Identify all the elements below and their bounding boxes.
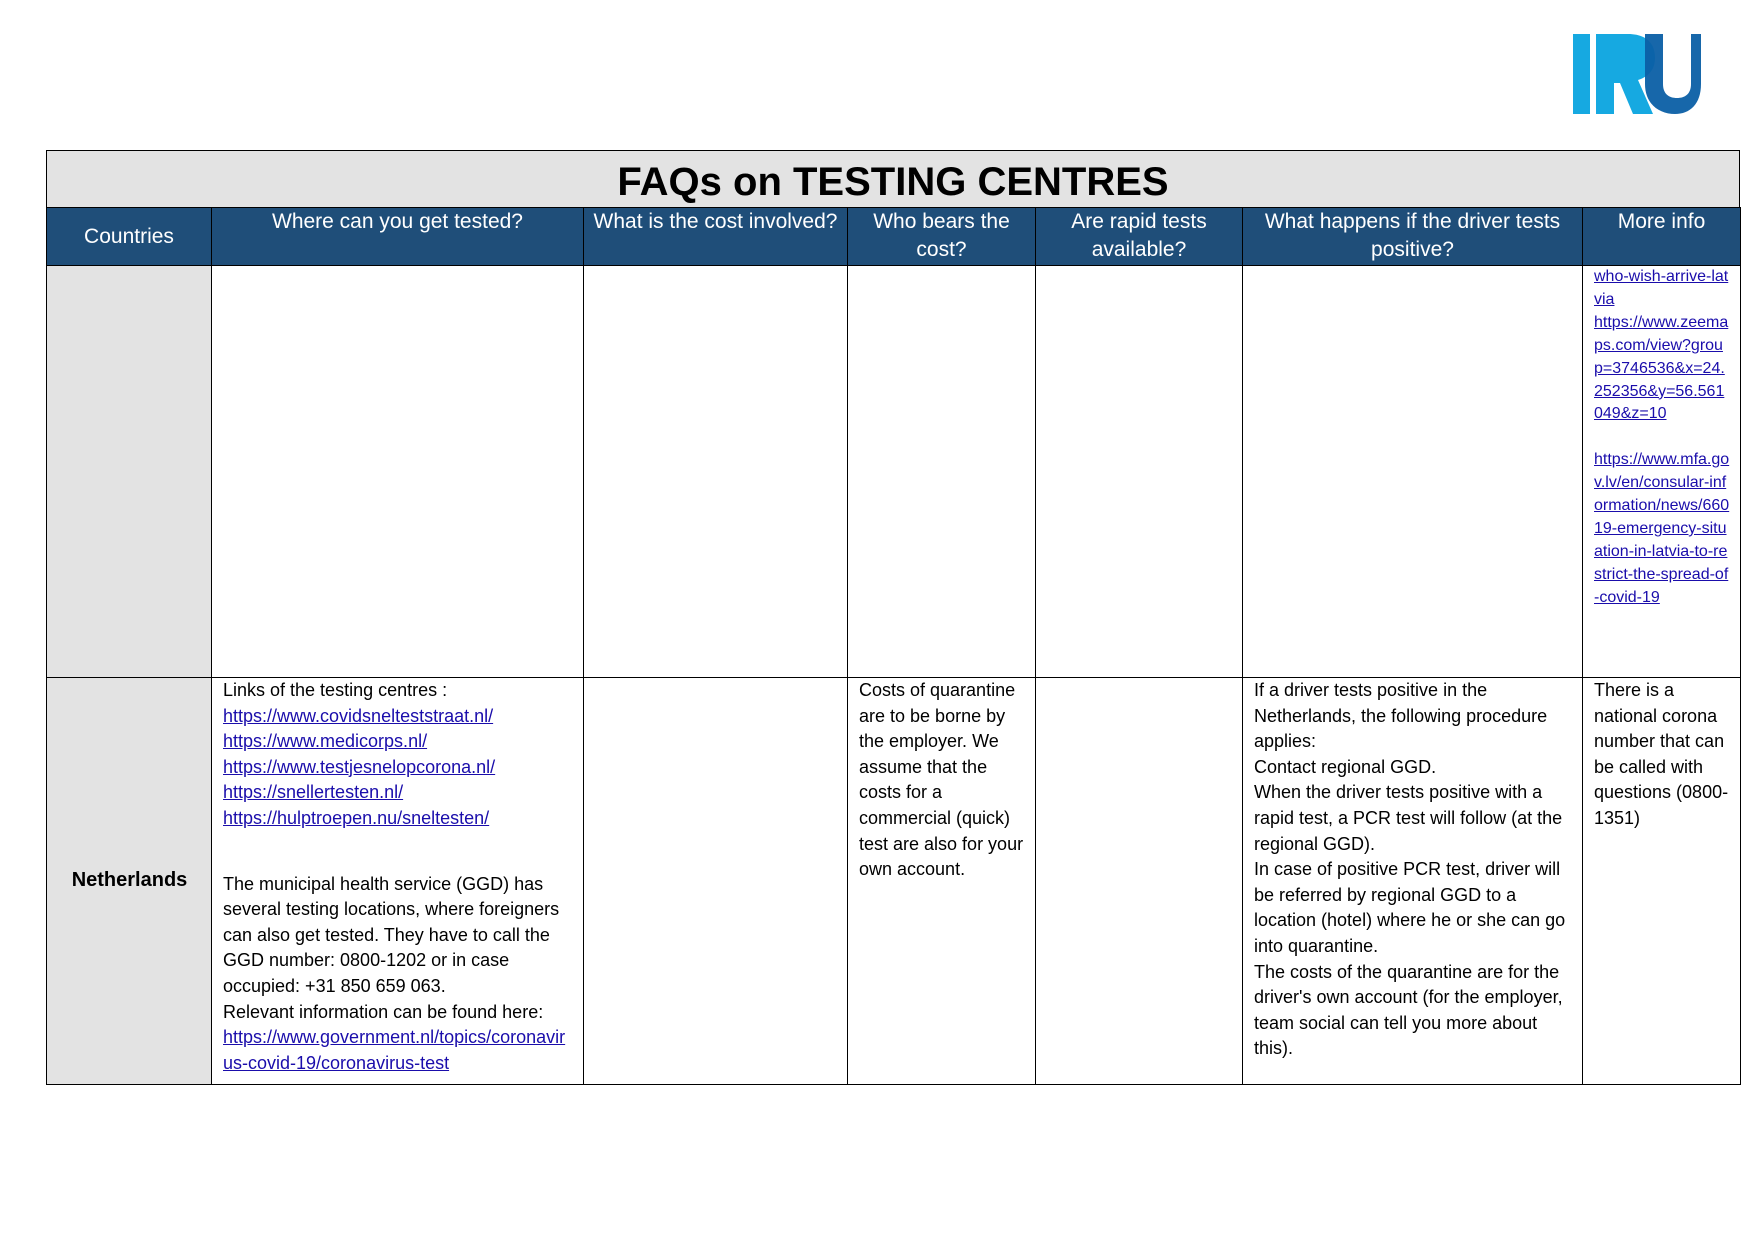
header-row <box>47 208 1741 266</box>
positive-line: Contact regional GGD. <box>1254 756 1437 777</box>
government-link[interactable]: https://www.government.nl/topics/coronavirus-covid-19/coronavirus-test <box>223 1027 566 1073</box>
country-cell <box>47 266 212 678</box>
positive-line: When the driver tests positive with a rapid test, a PCR test will follow (at the regional GGD). <box>1254 782 1563 854</box>
iru-logo <box>1573 34 1701 114</box>
where-intro: Links of the testing centres : <box>223 680 448 700</box>
title-bar <box>46 150 1740 208</box>
cost-cell <box>584 266 848 678</box>
testing-centre-link[interactable]: https://www.covidsnelteststraat.nl/ <box>223 705 494 726</box>
more-info-cell: There is a national corona number that can be called with questions (0800-1351) <box>1583 678 1741 1085</box>
cost-cell <box>584 678 848 1085</box>
header-more-info: More info <box>1583 208 1741 266</box>
more-info-link[interactable]: who-wish-arrive-latvia <box>1594 268 1729 308</box>
positive-line: The costs of the quarantine are for the driver's own account (for the employer, team social can tell you more about this). <box>1254 961 1563 1059</box>
table-row-latvia <box>47 266 1741 678</box>
spacer <box>223 832 573 872</box>
rapid-tests-cell <box>1036 678 1243 1085</box>
faq-table <box>46 207 1741 1085</box>
more-info-cell <box>1583 266 1741 678</box>
header-rapid-tests: Are rapid tests available? <box>1036 208 1243 266</box>
rapid-tests-cell <box>1036 266 1243 678</box>
where-cell <box>212 678 584 1085</box>
positive-line: If a driver tests positive in the Netherlands, the following procedure applies: <box>1254 680 1548 752</box>
more-info-link[interactable]: https://www.zeemaps.com/view?group=3746536&x=24.252356&y=56.561049&z=10 <box>1594 313 1729 423</box>
where-cell <box>212 266 584 678</box>
header-countries: Countries <box>47 208 212 266</box>
where-text: The municipal health service (GGD) has several testing locations, where foreigners can also get tested. They have to call the GGD number: 0800-1202 or in case occupied: +31 850 659 063. <box>223 873 560 996</box>
who-bears-cell <box>848 266 1036 678</box>
more-info-link[interactable]: https://www.mfa.gov.lv/en/consular-information/news/66019-emergency-situation-in-latvia-to-restrict-the-spread-of-covid-19 <box>1594 451 1730 606</box>
where-text-2: Relevant information can be found here: <box>223 1001 544 1022</box>
testing-centre-link[interactable]: https://www.medicorps.nl/ <box>223 731 428 752</box>
country-cell: Netherlands <box>47 678 212 1085</box>
testing-centre-link[interactable]: https://snellertesten.nl/ <box>223 782 404 803</box>
positive-line: In case of positive PCR test, driver will be referred by regional GGD to a location (hotel) where he or she can go into quarantine. <box>1254 859 1566 956</box>
header-positive: What happens if the driver tests positive? <box>1243 208 1583 266</box>
table-row-netherlands <box>47 678 1741 1085</box>
testing-centre-link[interactable]: https://www.testjesnelopcorona.nl/ <box>223 756 496 777</box>
positive-cell <box>1243 678 1583 1085</box>
header-where: Where can you get tested? <box>212 208 584 266</box>
page-title: FAQs on TESTING CENTRES <box>617 159 1169 204</box>
positive-cell <box>1243 266 1583 678</box>
header-who-bears: Who bears the cost? <box>848 208 1036 266</box>
header-cost: What is the cost involved? <box>584 208 848 266</box>
testing-centre-link[interactable]: https://hulptroepen.nu/sneltesten/ <box>223 807 490 828</box>
spacer <box>1594 426 1730 449</box>
who-bears-cell: Costs of quarantine are to be borne by the employer. We assume that the costs for a commercial (quick) test are also for your own account. <box>848 678 1036 1085</box>
